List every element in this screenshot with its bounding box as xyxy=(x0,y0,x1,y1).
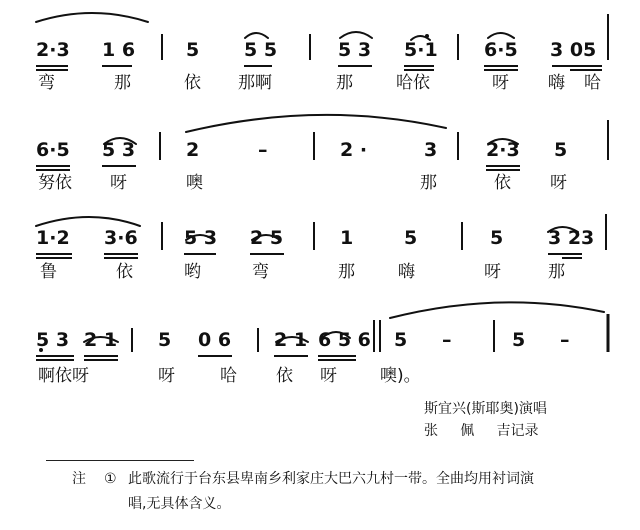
note: 5 5 xyxy=(244,39,278,61)
note: 5 3 xyxy=(338,39,372,61)
lyric: 呀 xyxy=(320,366,337,386)
footnote-divider xyxy=(46,460,194,461)
lyric: 那 xyxy=(338,262,355,282)
lyric: 依 xyxy=(276,366,293,386)
lyric: 那 xyxy=(420,173,437,193)
lyric: 哈 xyxy=(220,366,237,386)
slur xyxy=(340,32,372,38)
note: 1 xyxy=(340,227,354,249)
lyric: 噢 xyxy=(186,173,203,193)
lyric: 噢)。 xyxy=(380,366,421,386)
lyric: 那啊 xyxy=(238,73,272,93)
slur xyxy=(186,115,446,132)
footnote-marker: ① xyxy=(104,471,117,487)
note: 3 xyxy=(424,139,438,161)
note: 5 xyxy=(490,227,504,249)
lyric: 呀 xyxy=(550,173,567,193)
footnote-line-2: 唱,无具体含义。 xyxy=(128,496,231,512)
note: 2 5 xyxy=(250,227,284,249)
recorder-credit: 张 佩 吉记录 xyxy=(424,423,539,439)
lyric: 哟 xyxy=(184,262,201,282)
lyric: 哈 xyxy=(584,73,601,93)
note: 2·3 xyxy=(486,139,520,161)
note: 3 05 xyxy=(550,39,597,61)
note: 5 3 xyxy=(102,139,136,161)
lyric: 依 xyxy=(494,173,511,193)
note: 5 xyxy=(404,227,418,249)
note: 2 1 xyxy=(84,329,118,351)
note: 5 xyxy=(186,39,200,61)
note: 5 3 xyxy=(36,329,70,351)
footnote-line-1: 此歌流行于台东县卑南乡利家庄大巴六九村一带。全曲均用衬词演 xyxy=(128,471,534,487)
lyric: 那 xyxy=(114,73,131,93)
note: 2 xyxy=(186,139,200,161)
note: 5 3 xyxy=(184,227,218,249)
slur xyxy=(36,217,140,226)
footnote-label: 注 xyxy=(72,471,86,487)
note: 2·3 xyxy=(36,39,70,61)
slur xyxy=(488,33,514,38)
note: 3·6 xyxy=(104,227,138,249)
note: 5 xyxy=(158,329,172,351)
note: 1·2 xyxy=(36,227,70,249)
note: 5 xyxy=(554,139,568,161)
note: – xyxy=(442,329,452,351)
slur xyxy=(245,33,268,38)
slur xyxy=(36,13,148,22)
lyric: 呀 xyxy=(158,366,175,386)
note: 5 xyxy=(512,329,526,351)
lyric: 鲁 xyxy=(40,262,57,282)
singer-credit: 斯宜兴(斯耶奥)演唱 xyxy=(424,401,547,417)
lyric: 呀 xyxy=(484,262,501,282)
note: 6·5 xyxy=(484,39,518,61)
lyric: 啊依呀 xyxy=(38,366,89,386)
lyric: 哈依 xyxy=(396,73,430,93)
note: 2 1 xyxy=(274,329,308,351)
lyric: 嗨 xyxy=(398,262,415,282)
note: – xyxy=(560,329,570,351)
note: – xyxy=(258,139,268,161)
note: 1 6 xyxy=(102,39,136,61)
lyric: 依 xyxy=(116,262,133,282)
lyric: 弯 xyxy=(252,262,269,282)
lyric: 那 xyxy=(336,73,353,93)
note: 6 5 6 xyxy=(318,329,371,351)
note: 5 xyxy=(394,329,408,351)
note: 5·1 xyxy=(404,39,438,61)
note: 0 6 xyxy=(198,329,232,351)
note: 2 · xyxy=(340,139,368,161)
lyric: 呀 xyxy=(110,173,127,193)
lyric: 依 xyxy=(184,73,201,93)
note: 3 23 xyxy=(548,227,595,249)
note: 6·5 xyxy=(36,139,70,161)
slur xyxy=(390,302,604,318)
lyric: 嗨 xyxy=(548,73,565,93)
lyric: 那 xyxy=(548,262,565,282)
lyric: 呀 xyxy=(492,73,509,93)
lyric: 弯 xyxy=(38,73,55,93)
lyric: 努依 xyxy=(38,173,72,193)
